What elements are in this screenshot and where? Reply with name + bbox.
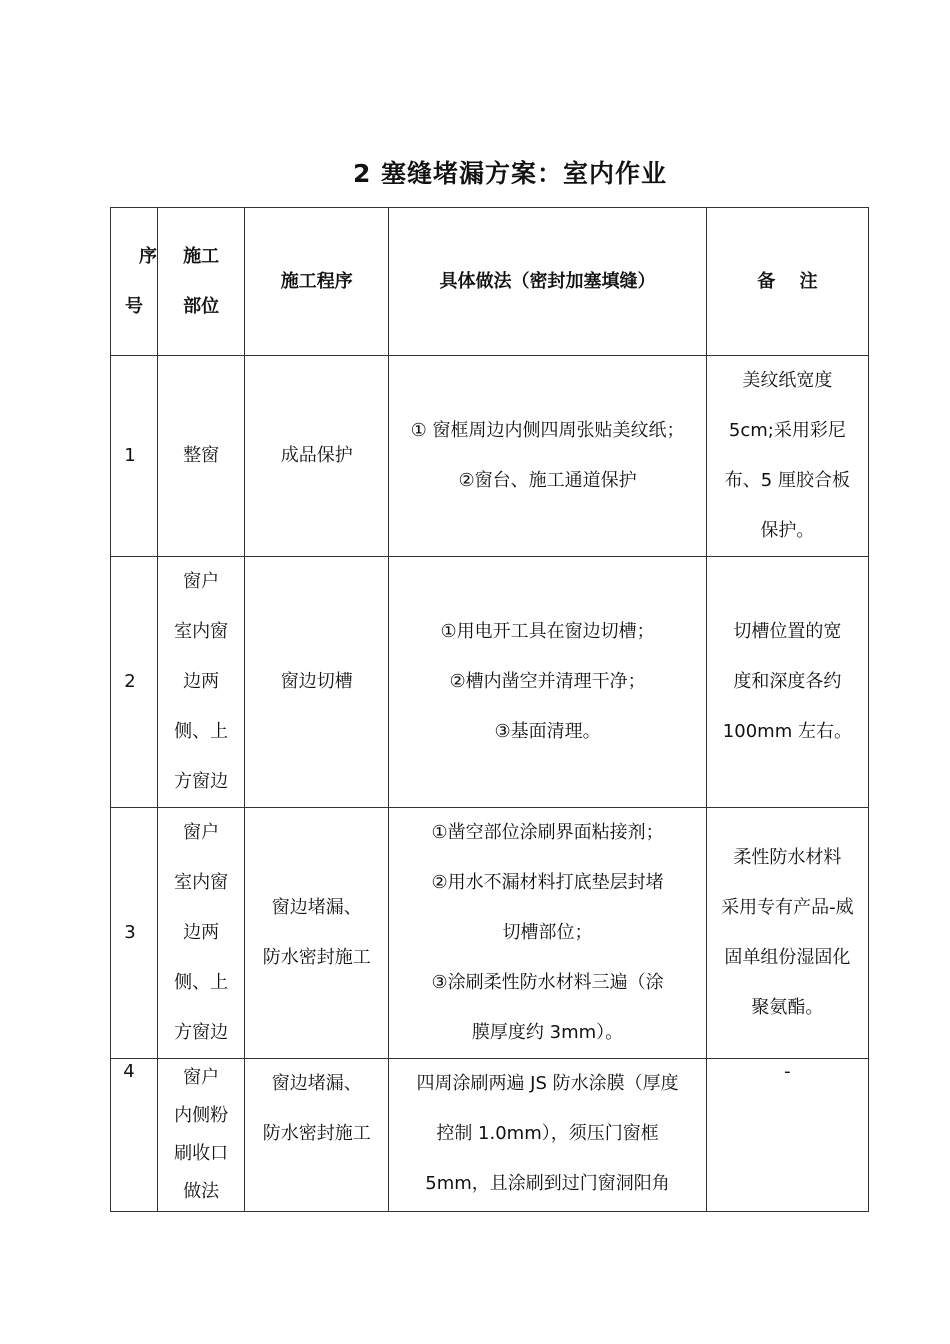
cell-line: 固单组份湿固化 [724, 947, 851, 968]
cell-line: 美纹纸宽度 [742, 370, 833, 391]
row-part [158, 356, 245, 557]
cell-line: 切槽部位； [502, 922, 593, 943]
row-method [389, 557, 706, 808]
row-method [389, 808, 706, 1059]
table-row [111, 356, 869, 557]
cell-line: 防水密封施工 [262, 1123, 371, 1144]
cell-line: 5mm，且涂刷到过门窗洞阳角 [425, 1173, 670, 1194]
cell-line: 侧、上 [174, 972, 229, 993]
table-row [111, 557, 869, 808]
cell-line: ③涂刷柔性防水材料三遍（涂 [431, 972, 664, 993]
row-seq: 4 [111, 1059, 158, 1212]
page-title: 2 塞缝堵漏方案：室内作业 [352, 159, 668, 188]
cell-line: 刷收口 [174, 1143, 229, 1164]
header-part-line: 部位 [183, 295, 220, 317]
cell-line: 采用专有产品-威 [721, 897, 854, 918]
row-procedure [245, 808, 389, 1059]
row-procedure [245, 356, 389, 557]
header-remark: 备 注 [706, 208, 868, 356]
cell-line: 聚氨酯。 [751, 997, 824, 1018]
table-row [111, 808, 869, 1059]
row-seq: 1 [111, 356, 158, 557]
cell-line: 布、5 厘胶合板 [724, 470, 850, 491]
cell-line: 膜厚度约 3mm）。 [471, 1022, 624, 1043]
scheme-table [110, 207, 869, 1212]
cell-line: 柔性防水材料 [733, 847, 842, 868]
header-part [158, 208, 245, 356]
cell-line: - [784, 1061, 791, 1082]
cell-line: ②槽内凿空并清理干净； [449, 671, 646, 692]
row-seq: 2 [111, 557, 158, 808]
cell-line: ③基面清理。 [494, 721, 601, 742]
cell-line: 方窗边 [174, 1022, 229, 1043]
header-procedure: 施工程序 [245, 208, 389, 356]
cell-line: 室内窗 [174, 621, 229, 642]
cell-line: 室内窗 [174, 872, 229, 893]
cell-line: 100mm 左右。 [722, 721, 852, 742]
header-part-line: 施工 [183, 245, 220, 267]
row-remark [706, 1059, 868, 1212]
header-seq-line: 号 [125, 295, 143, 317]
cell-line: 度和深度各约 [733, 671, 842, 692]
cell-line: 做法 [183, 1181, 220, 1202]
header-method: 具体做法（密封加塞填缝） [389, 208, 706, 356]
row-part [158, 1059, 245, 1212]
cell-line: 边两 [183, 671, 220, 692]
cell-line: 成品保护 [280, 445, 353, 466]
row-method [389, 356, 706, 557]
cell-line: 窗边切槽 [280, 671, 353, 692]
cell-line: ①用电开工具在窗边切槽； [440, 621, 655, 642]
table-header-row [111, 208, 869, 356]
cell-line: 内侧粉 [174, 1105, 229, 1126]
cell-line: 窗边堵漏、 [271, 1073, 362, 1094]
cell-line: 控制 1.0mm），须压门窗框 [436, 1123, 659, 1144]
cell-line: ① 窗框周边内侧四周张贴美纹纸； [410, 420, 685, 441]
header-seq [111, 208, 158, 356]
cell-line: 窗边堵漏、 [271, 897, 362, 918]
cell-line: 方窗边 [174, 771, 229, 792]
row-part [158, 557, 245, 808]
cell-line: ①凿空部位涂刷界面粘接剂； [431, 822, 664, 843]
cell-line: ②用水不漏材料打底垫层封堵 [431, 872, 664, 893]
cell-line: 整窗 [183, 445, 220, 466]
cell-line: 5cm;采用彩尼 [728, 420, 846, 441]
cell-line: ②窗台、施工通道保护 [458, 470, 637, 491]
cell-line: 侧、上 [174, 721, 229, 742]
cell-line: 四周涂刷两遍 JS 防水涂膜（厚度 [416, 1073, 679, 1094]
cell-line: 边两 [183, 922, 220, 943]
row-procedure [245, 1059, 389, 1212]
cell-line: 窗户 [183, 571, 220, 592]
row-remark [706, 356, 868, 557]
row-seq: 3 [111, 808, 158, 1059]
cell-line: 防水密封施工 [262, 947, 371, 968]
row-procedure [245, 557, 389, 808]
row-remark [706, 808, 868, 1059]
table-row [111, 1059, 869, 1212]
cell-line: 窗户 [183, 822, 220, 843]
cell-line: 窗户 [183, 1067, 220, 1088]
header-seq-line: 序 [139, 245, 158, 267]
row-remark [706, 557, 868, 808]
row-part [158, 808, 245, 1059]
row-method [389, 1059, 706, 1212]
cell-line: 保护。 [760, 520, 815, 541]
cell-line: 切槽位置的宽 [733, 621, 842, 642]
